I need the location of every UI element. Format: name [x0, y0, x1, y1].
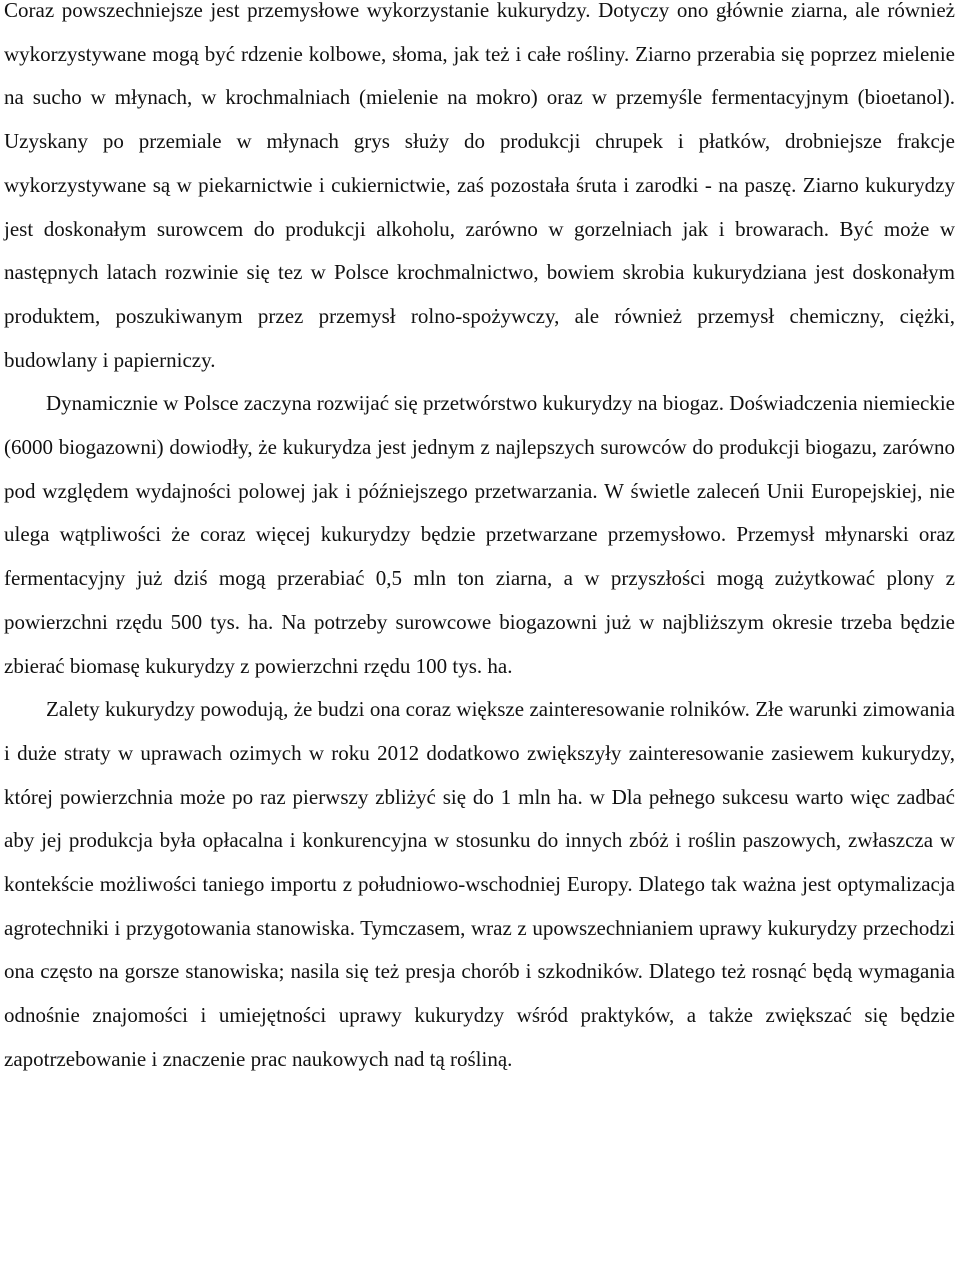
paragraph-advantages: Zalety kukurydzy powodują, że budzi ona coraz większe zainteresowanie rolników. Złe warunki zimowania i duże straty w uprawach ozimych w roku 2012 dodatkowo zwiększyły zainteresowanie zasiewem kukurydzy, której powierzchnia może po raz pierwszy zbliżyć się do 1 mln ha. w Dla pełnego sukcesu warto więc zadbać aby jej produkcja była opłacalna i konkurencyjna w stosunku do innych zbóż i roślin paszowych, zwłaszcza w kontekście możliwości taniego importu z południowo-wschodniej Europy. Dlatego tak ważna jest optymalizacja agrotechniki i przygotowania stanowiska. Tymczasem, wraz z upowszechnianiem uprawy kukurydzy przechodzi ona często na gorsze stanowiska; nasila się też presja chorób i szkodników. Dlatego też rosnąć będą wymagania odnośnie znajomości i umiejętności uprawy kukurydzy wśród praktyków, a także zwiększać się będzie zapotrzebowanie i znaczenie prac naukowych nad tą rośliną.: [4, 697, 955, 1071]
paragraph-industrial-use: Coraz powszechniejsze jest przemysłowe wykorzystanie kukurydzy. Dotyczy ono głównie ziarna, ale również wykorzystywane mogą być rdzenie kolbowe, słoma, jak też i całe rośliny. Ziarno przerabia się poprzez mielenie na sucho w młynach, w krochmalniach (mielenie na mokro) oraz w przemyśle fermentacyjnym (bioetanol). Uzyskany po przemiale w młynach grys służy do produkcji chrupek i płatków, drobniejsze frakcje wykorzystywane są w piekarnictwie i cukiernictwie, zaś pozostała śruta i zarodki - na paszę. Ziarno kukurydzy jest doskonałym surowcem do produkcji alkoholu, zarówno w gorzelniach jak i browarach. Być może w następnych latach rozwinie się tez w Polsce krochmalnictwo, bowiem skrobia kukurydziana jest doskonałym produktem, poszukiwanym przez przemysł rolno-spożywczy, ale również przemysł chemiczny, ciężki, budowlany i papierniczy.: [4, 0, 955, 372]
paragraph-biogas: Dynamicznie w Polsce zaczyna rozwijać się przetwórstwo kukurydzy na biogaz. Doświadczenia niemieckie (6000 biogazowni) dowiodły, że kukurydza jest jednym z najlepszych surowców do produkcji biogazu, zarówno pod względem wydajności polowej jak i późniejszego przetwarzania. W świetle zaleceń Unii Europejskiej, nie ulega wątpliwości że coraz więcej kukurydzy będzie przetwarzane przemysłowo. Przemysł młynarski oraz fermentacyjny już dziś mogą przerabiać 0,5 mln ton ziarna, a w przyszłości mogą zużytkować plony z powierzchni rzędu 500 tys. ha. Na potrzeby surowcowe biogazowni już w najbliższym okresie trzeba będzie zbierać biomasę kukurydzy z powierzchni rzędu 100 tys. ha.: [4, 391, 955, 678]
document-page: [4, 0, 955, 1082]
